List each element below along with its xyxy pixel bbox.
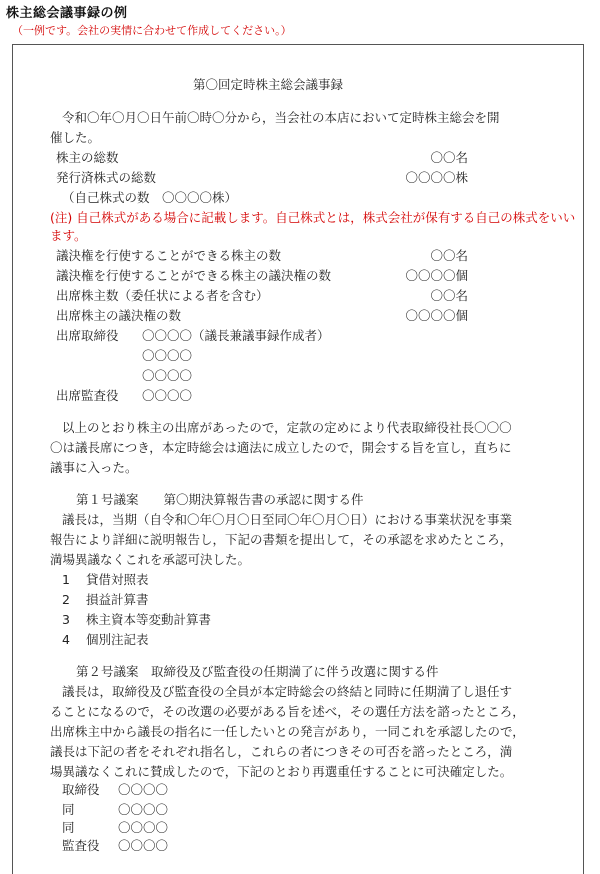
shareholders-total-label: 株主の総数 — [56, 150, 119, 165]
item-number: 2 — [62, 592, 70, 607]
document-title: 第〇回定時株主総会議事録 — [193, 77, 344, 92]
officer-role: 同 — [62, 820, 75, 835]
item-text: 損益計算書 — [86, 592, 149, 607]
agenda-1-body-1: 議長は，当期（自令和〇年〇月〇日至同〇年〇月〇日）における事業状況を事業 — [62, 512, 513, 527]
officer-role: 取締役 — [62, 782, 100, 797]
voting-shareholders-label: 議決権を行使することができる株主の数 — [56, 248, 282, 263]
shareholders-total-value: 〇〇名 — [430, 150, 468, 165]
attending-shareholders-value: 〇〇名 — [430, 288, 468, 303]
attending-shareholders-label: 出席株主数（委任状による者を含む） — [56, 288, 269, 303]
attending-votes-label: 出席株主の議決権の数 — [56, 308, 182, 323]
officer-name: 〇〇〇〇 — [118, 802, 169, 817]
director-1: 〇〇〇〇（議長兼議事録作成者） — [142, 328, 330, 343]
agenda-2-heading: 第２号議案 取締役及び監査役の任期満了に伴う改選に関する件 — [76, 664, 439, 679]
voting-shareholders-value: 〇〇名 — [430, 248, 468, 263]
item-number: 4 — [62, 632, 70, 647]
attending-votes-value: 〇〇〇〇個 — [405, 308, 468, 323]
shares-issued-value: 〇〇〇〇株 — [405, 170, 468, 185]
agenda-2-body-3: 出席株主中から議長の指名に一任したいとの発言があり，一同これを承認したので， — [50, 724, 525, 739]
director-2: 〇〇〇〇 — [142, 348, 193, 363]
treasury-shares: （自己株式の数 〇〇〇〇株） — [62, 190, 238, 205]
agenda-2-body-2: ることになるので，その改選の必要がある旨を述べ，その選任方法を諮ったところ， — [50, 704, 525, 719]
treasury-note-line-1: (注) 自己株式がある場合に記載します。自己株式とは，株式会社が保有する自己の株式をいい — [50, 210, 576, 225]
quorum-line-2: 〇は議長席につき，本定時総会は適法に成立したので，開会する旨を宣し，直ちに — [50, 440, 512, 455]
agenda-1-body-3: 満場異議なくこれを承認可決した。 — [50, 552, 251, 567]
agenda-1-heading: 第１号議案 第〇期決算報告書の承認に関する件 — [76, 492, 364, 507]
director-3: 〇〇〇〇 — [142, 368, 193, 383]
officer-role: 監査役 — [62, 838, 100, 853]
shares-issued-label: 発行済株式の総数 — [56, 170, 157, 185]
voting-rights-value: 〇〇〇〇個 — [405, 268, 468, 283]
item-number: 1 — [62, 572, 70, 587]
item-text: 株主資本等変動計算書 — [86, 612, 212, 627]
officer-name: 〇〇〇〇 — [118, 782, 169, 797]
treasury-note-line-2: ます。 — [50, 228, 87, 243]
voting-rights-label: 議決権を行使することができる株主の議決権の数 — [56, 268, 332, 283]
agenda-2-body-4: 議長は下記の者をそれぞれ指名し，これらの者につきその可否を諮ったところ，満 — [50, 744, 513, 759]
auditor-label: 出席監査役 — [56, 388, 119, 403]
item-number: 3 — [62, 612, 70, 627]
example-note: （一例です。会社の実情に合わせて作成してください。） — [12, 24, 292, 37]
intro-line-1: 令和〇年〇月〇日午前〇時〇分から，当会社の本店において定時株主総会を開 — [62, 110, 500, 125]
item-text: 個別注記表 — [86, 632, 149, 647]
quorum-line-1: 以上のとおり株主の出席があったので，定款の定めにより代表取締役社長〇〇〇 — [62, 420, 512, 435]
agenda-2-body-5: 場異議なくこれに賛成したので，下記のとおり再選重任することに可決確定した。 — [50, 764, 513, 779]
officer-name: 〇〇〇〇 — [118, 820, 169, 835]
auditor-name: 〇〇〇〇 — [142, 388, 193, 403]
agenda-1-body-2: 報告により詳細に説明報告し，下記の書類を提出して，その承認を求めたところ， — [50, 532, 513, 547]
quorum-line-3: 議事に入った。 — [50, 460, 138, 475]
directors-label: 出席取締役 — [56, 328, 119, 343]
agenda-2-body-1: 議長は，取締役及び監査役の全員が本定時総会の終結と同時に任期満了し退任す — [62, 684, 513, 699]
item-text: 貸借対照表 — [86, 572, 149, 587]
intro-line-2: 催した。 — [50, 130, 101, 145]
officer-role: 同 — [62, 802, 75, 817]
page-heading: 株主総会議事録の例 — [6, 6, 128, 21]
officer-name: 〇〇〇〇 — [118, 838, 169, 853]
